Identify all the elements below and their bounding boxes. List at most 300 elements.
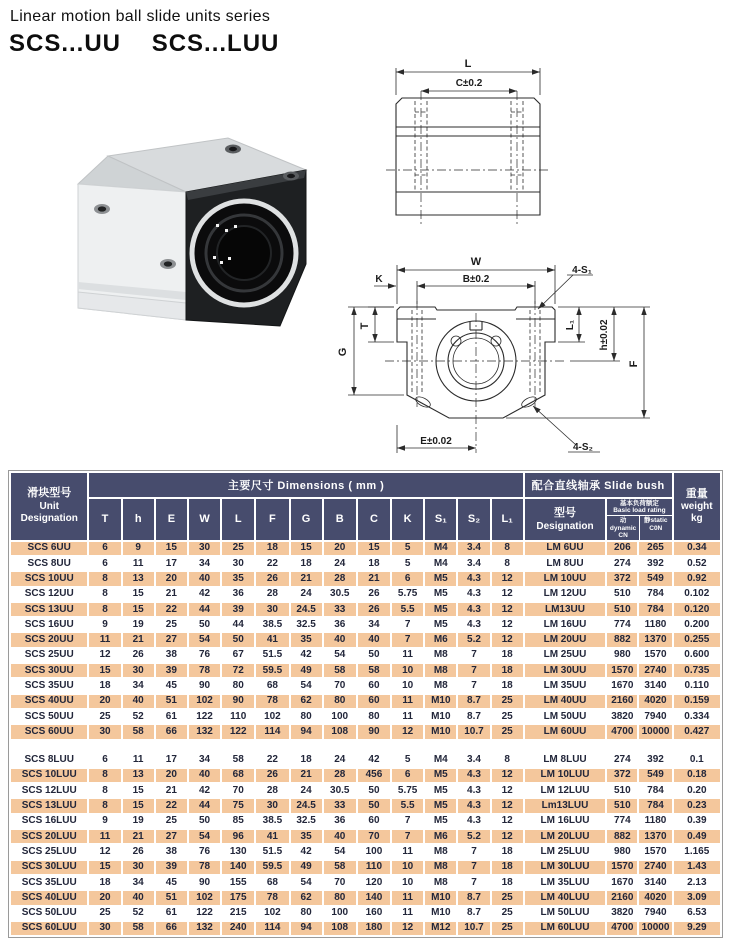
value-cell: 12 (492, 784, 523, 797)
value-cell: 61 (156, 710, 187, 723)
value-cell: 510 (607, 603, 637, 616)
value-cell: M10 (425, 710, 456, 723)
value-cell: 39 (156, 861, 187, 874)
value-cell: 38.5 (256, 618, 288, 631)
value-cell: 7 (392, 815, 423, 828)
value-cell: 7940 (639, 710, 671, 723)
value-cell: 40 (123, 891, 154, 904)
value-cell: 54 (189, 633, 220, 646)
value-cell: 13 (123, 769, 154, 782)
unit-cell: SCS 35UU (11, 679, 87, 692)
header-col-S1: S₁ (425, 499, 456, 540)
value-cell: 42 (189, 588, 220, 601)
table-row (11, 784, 720, 797)
value-cell: 12 (492, 769, 523, 782)
value-cell: M4 (425, 557, 456, 570)
header-load-dynamic: 动dynamic CN (609, 517, 637, 540)
value-cell: 25 (492, 725, 523, 738)
value-cell: 11 (89, 830, 120, 843)
value-cell: 1.43 (674, 861, 720, 874)
bush-cell: LM 60LUU (525, 922, 605, 935)
value-cell: 3820 (607, 907, 637, 920)
value-cell: 25 (492, 710, 523, 723)
value-cell: 21 (358, 572, 390, 585)
value-cell: 4.3 (458, 572, 489, 585)
value-cell: 58 (123, 922, 154, 935)
value-cell: 11 (123, 557, 154, 570)
value-cell: 68 (256, 679, 288, 692)
value-cell: 882 (607, 830, 637, 843)
value-cell: 30.5 (324, 784, 356, 797)
value-cell: 110 (222, 710, 254, 723)
value-cell: 24.5 (291, 603, 322, 616)
value-cell: 42 (291, 845, 322, 858)
value-cell: 96 (222, 830, 254, 843)
value-cell: 90 (358, 725, 390, 738)
header-bush-designation (525, 499, 605, 540)
value-cell: 13 (123, 572, 154, 585)
value-cell: 784 (639, 784, 671, 797)
value-cell: 5 (392, 754, 423, 767)
value-cell: 22 (156, 603, 187, 616)
dim-label-W: W (470, 256, 482, 268)
value-cell: 0.600 (674, 649, 720, 662)
value-cell: 50 (189, 815, 220, 828)
value-cell: 42 (189, 784, 220, 797)
value-cell: 80 (324, 891, 356, 904)
value-cell: 12 (492, 815, 523, 828)
value-cell: 11 (392, 891, 423, 904)
value-cell: 18 (492, 861, 523, 874)
product-photo (48, 96, 348, 351)
value-cell: 34 (123, 679, 154, 692)
value-cell: 12 (492, 633, 523, 646)
value-cell: 85 (222, 815, 254, 828)
value-cell: 54 (291, 876, 322, 889)
value-cell: 215 (222, 907, 254, 920)
value-cell: 12 (492, 603, 523, 616)
value-cell: 40 (324, 633, 356, 646)
value-cell: 58 (358, 664, 390, 677)
value-cell: 26 (358, 603, 390, 616)
bush-cell: LM 50LUU (525, 907, 605, 920)
value-cell: 94 (291, 922, 322, 935)
value-cell: 21 (123, 830, 154, 843)
value-cell: 30 (189, 542, 220, 555)
value-cell: 30 (123, 861, 154, 874)
header-col-W: W (189, 499, 220, 540)
value-cell: 72 (222, 664, 254, 677)
table-row (11, 815, 720, 828)
value-cell: 25 (492, 695, 523, 708)
value-cell: 15 (291, 542, 322, 555)
value-cell: 100 (324, 710, 356, 723)
value-cell: 12 (492, 588, 523, 601)
value-cell: 1.165 (674, 845, 720, 858)
bush-cell: LM 10UU (525, 572, 605, 585)
value-cell: 980 (607, 845, 637, 858)
value-cell: 8 (89, 784, 120, 797)
value-cell: 1670 (607, 679, 637, 692)
value-cell: 41 (256, 633, 288, 646)
value-cell: 5 (392, 557, 423, 570)
value-cell: 45 (156, 679, 187, 692)
value-cell: 52 (123, 710, 154, 723)
value-cell: 7 (458, 679, 489, 692)
value-cell: 3.4 (458, 557, 489, 570)
value-cell: 34 (189, 557, 220, 570)
table-body-uu (11, 542, 720, 739)
value-cell: 78 (189, 861, 220, 874)
value-cell: 9 (123, 542, 154, 555)
header-col-S2: S₂ (458, 499, 489, 540)
value-cell: 76 (189, 649, 220, 662)
dim-label-h: h±0.02 (599, 319, 610, 351)
unit-cell: SCS 60LUU (11, 922, 87, 935)
value-cell: 0.52 (674, 557, 720, 570)
value-cell: 0.18 (674, 769, 720, 782)
value-cell: 40 (123, 695, 154, 708)
value-cell: 7 (458, 664, 489, 677)
value-cell: 52 (123, 907, 154, 920)
dim-label-B: B±0.2 (462, 274, 490, 285)
value-cell: 39 (156, 664, 187, 677)
table-row (11, 618, 720, 631)
table-body-luu (11, 754, 720, 936)
value-cell: 0.34 (674, 542, 720, 555)
value-cell: 70 (324, 679, 356, 692)
value-cell: 22 (256, 557, 288, 570)
value-cell: 7 (392, 830, 423, 843)
value-cell: 15 (89, 861, 120, 874)
header-weight (674, 473, 720, 540)
value-cell: 35 (291, 633, 322, 646)
value-cell: 12 (492, 799, 523, 812)
value-cell: 36 (324, 815, 356, 828)
value-cell: 1670 (607, 876, 637, 889)
value-cell: 5 (392, 542, 423, 555)
value-cell: 25 (492, 907, 523, 920)
value-cell: 784 (639, 603, 671, 616)
unit-cell: SCS 8LUU (11, 754, 87, 767)
unit-cell: SCS 40LUU (11, 891, 87, 904)
value-cell: M8 (425, 664, 456, 677)
unit-cell: SCS 10LUU (11, 769, 87, 782)
value-cell: 34 (123, 876, 154, 889)
value-cell: 51 (156, 891, 187, 904)
value-cell: 38.5 (256, 815, 288, 828)
value-cell: 12 (89, 649, 120, 662)
value-cell: 78 (256, 891, 288, 904)
value-cell: 70 (324, 876, 356, 889)
value-cell: 155 (222, 876, 254, 889)
header-col-L: L (222, 499, 254, 540)
dim-label-S2: 4-S₂ (572, 442, 594, 453)
value-cell: 510 (607, 588, 637, 601)
header-weight-en: weight (680, 500, 713, 512)
header-load-static: 静static C0N (639, 516, 672, 539)
value-cell: 5.2 (458, 830, 489, 843)
value-cell: 59.5 (256, 861, 288, 874)
bush-cell: LM 16UU (525, 618, 605, 631)
value-cell: 68 (222, 769, 254, 782)
value-cell: 6 (89, 542, 120, 555)
value-cell: 12 (89, 845, 120, 858)
value-cell: 4.3 (458, 603, 489, 616)
value-cell: 90 (222, 695, 254, 708)
value-cell: 774 (607, 618, 637, 631)
table-row (11, 830, 720, 843)
value-cell: 61 (156, 907, 187, 920)
bush-cell: LM 25UU (525, 649, 605, 662)
value-cell: 19 (123, 618, 154, 631)
unit-cell: SCS 50UU (11, 710, 87, 723)
value-cell: 274 (607, 754, 637, 767)
value-cell: 122 (189, 907, 220, 920)
value-cell: 15 (156, 542, 187, 555)
value-cell: 5.5 (392, 799, 423, 812)
value-cell: 30 (89, 922, 120, 935)
value-cell: 34 (189, 754, 220, 767)
value-cell: 3.4 (458, 754, 489, 767)
value-cell: 66 (156, 922, 187, 935)
value-cell: 7 (458, 861, 489, 874)
unit-cell: SCS 13UU (11, 603, 87, 616)
unit-cell: SCS 35LUU (11, 876, 87, 889)
unit-cell: SCS 30UU (11, 664, 87, 677)
value-cell: 35 (291, 830, 322, 843)
value-cell: 510 (607, 784, 637, 797)
value-cell: 58 (123, 725, 154, 738)
dim-label-G: G (337, 347, 349, 357)
value-cell: 8 (492, 542, 523, 555)
value-cell: 30 (222, 557, 254, 570)
value-cell: 22 (256, 754, 288, 767)
value-cell: 78 (189, 664, 220, 677)
value-cell: 7 (458, 845, 489, 858)
value-cell: 0.120 (674, 603, 720, 616)
value-cell: 44 (189, 799, 220, 812)
value-cell: 30 (256, 799, 288, 812)
table-row (11, 754, 720, 767)
value-cell: 25 (492, 922, 523, 935)
value-cell: 12 (392, 725, 423, 738)
value-cell: 50 (189, 618, 220, 631)
value-cell: 18 (256, 542, 288, 555)
value-cell: 108 (324, 725, 356, 738)
value-cell: 42 (358, 754, 390, 767)
value-cell: 75 (222, 799, 254, 812)
value-cell: 6 (392, 769, 423, 782)
value-cell: 882 (607, 633, 637, 646)
value-cell: 3.4 (458, 542, 489, 555)
header-load-rating-title (607, 499, 671, 516)
value-cell: 41 (256, 830, 288, 843)
value-cell: 36 (222, 588, 254, 601)
value-cell: 10000 (639, 922, 671, 935)
value-cell: 549 (639, 572, 671, 585)
header-col-K: K (392, 499, 423, 540)
header-col-G: G (291, 499, 322, 540)
header-bush-desig-zh: 型号 (554, 506, 576, 519)
value-cell: 100 (358, 845, 390, 858)
table-row (11, 557, 720, 570)
value-cell: M10 (425, 891, 456, 904)
value-cell: 4700 (607, 922, 637, 935)
value-cell: 11 (392, 695, 423, 708)
value-cell: 25 (89, 710, 120, 723)
value-cell: 44 (222, 618, 254, 631)
value-cell: 21 (123, 633, 154, 646)
value-cell: 102 (189, 695, 220, 708)
value-cell: 44 (189, 603, 220, 616)
value-cell: 32.5 (291, 815, 322, 828)
value-cell: 62 (291, 695, 322, 708)
value-cell: 11 (89, 633, 120, 646)
unit-cell: SCS 30LUU (11, 861, 87, 874)
value-cell: 18 (492, 664, 523, 677)
value-cell: 175 (222, 891, 254, 904)
value-cell: 2.13 (674, 876, 720, 889)
front-view-drawing (337, 256, 650, 453)
value-cell: 11 (392, 649, 423, 662)
value-cell: 40 (189, 572, 220, 585)
value-cell: M8 (425, 861, 456, 874)
table-row (11, 799, 720, 812)
unit-cell: SCS 6UU (11, 542, 87, 555)
value-cell: 6 (392, 572, 423, 585)
value-cell: 8 (89, 603, 120, 616)
value-cell: 11 (392, 710, 423, 723)
value-cell: 8 (89, 799, 120, 812)
table-row (11, 542, 720, 555)
value-cell: 2160 (607, 695, 637, 708)
value-cell: 54 (324, 649, 356, 662)
header-col-C: C (358, 499, 390, 540)
value-cell: 784 (639, 799, 671, 812)
value-cell: 100 (324, 907, 356, 920)
value-cell: 18 (291, 754, 322, 767)
value-cell: 30 (123, 664, 154, 677)
bush-cell: LM 35LUU (525, 876, 605, 889)
value-cell: 11 (392, 845, 423, 858)
value-cell: M12 (425, 922, 456, 935)
unit-cell: SCS 25LUU (11, 845, 87, 858)
value-cell: 51 (156, 695, 187, 708)
table-row (11, 572, 720, 585)
value-cell: 25 (89, 907, 120, 920)
header-slide-bush-group: 配合直线轴承 Slide bush (525, 473, 672, 497)
value-cell: 33 (324, 799, 356, 812)
header-weight-unit: kg (690, 512, 703, 524)
value-cell: 4.3 (458, 588, 489, 601)
value-cell: 15 (123, 603, 154, 616)
value-cell: 51.5 (256, 649, 288, 662)
value-cell: 392 (639, 754, 671, 767)
technical-drawings (330, 55, 725, 467)
value-cell: 10 (392, 876, 423, 889)
bush-cell: LM 25LUU (525, 845, 605, 858)
value-cell: 30 (89, 725, 120, 738)
value-cell: 21 (291, 572, 322, 585)
value-cell: 7 (392, 633, 423, 646)
value-cell: 206 (607, 542, 637, 555)
side-view-drawing (386, 58, 550, 225)
value-cell: 22 (156, 799, 187, 812)
value-cell: 24 (324, 557, 356, 570)
series-designation-title: SCS...UU SCS...LUU (9, 30, 280, 57)
value-cell: 7 (458, 649, 489, 662)
page-title: Linear motion ball slide units series (10, 8, 271, 25)
value-cell: 70 (222, 784, 254, 797)
value-cell: 38 (156, 845, 187, 858)
value-cell: 7 (458, 876, 489, 889)
value-cell: 102 (189, 891, 220, 904)
value-cell: 0.255 (674, 633, 720, 646)
value-cell: 12 (492, 618, 523, 631)
value-cell: 18 (89, 679, 120, 692)
value-cell: 26 (256, 572, 288, 585)
value-cell: 7 (392, 618, 423, 631)
value-cell: 27 (156, 830, 187, 843)
value-cell: 1570 (607, 861, 637, 874)
unit-cell: SCS 16LUU (11, 815, 87, 828)
value-cell: M5 (425, 588, 456, 601)
value-cell: 122 (189, 710, 220, 723)
value-cell: 19 (123, 815, 154, 828)
value-cell: 28 (324, 572, 356, 585)
dim-label-C: C±0.2 (455, 78, 483, 89)
value-cell: 80 (358, 710, 390, 723)
dim-label-K: K (375, 274, 383, 285)
value-cell: 42 (291, 649, 322, 662)
value-cell: 774 (607, 815, 637, 828)
value-cell: 67 (222, 649, 254, 662)
table-row (11, 922, 720, 935)
value-cell: 18 (492, 876, 523, 889)
value-cell: 160 (358, 907, 390, 920)
unit-cell: SCS 50LUU (11, 907, 87, 920)
value-cell: 66 (156, 725, 187, 738)
value-cell: 2740 (639, 861, 671, 874)
value-cell: 1570 (639, 649, 671, 662)
bush-cell: Lm13LUU (525, 799, 605, 812)
value-cell: 274 (607, 557, 637, 570)
value-cell: 94 (291, 725, 322, 738)
value-cell: 0.92 (674, 572, 720, 585)
value-cell: 21 (156, 588, 187, 601)
table-row (11, 588, 720, 601)
value-cell: 70 (358, 830, 390, 843)
table-row (11, 845, 720, 858)
table-row (11, 861, 720, 874)
value-cell: 24 (324, 754, 356, 767)
unit-cell: SCS 12UU (11, 588, 87, 601)
value-cell: 372 (607, 572, 637, 585)
value-cell: 510 (607, 799, 637, 812)
bush-cell: LM 16LUU (525, 815, 605, 828)
value-cell: 21 (156, 784, 187, 797)
value-cell: 90 (189, 679, 220, 692)
value-cell: 17 (156, 754, 187, 767)
table-row (11, 876, 720, 889)
value-cell: M6 (425, 830, 456, 843)
value-cell: 0.200 (674, 618, 720, 631)
value-cell: 50 (222, 633, 254, 646)
value-cell: 32.5 (291, 618, 322, 631)
unit-cell: SCS 20LUU (11, 830, 87, 843)
table-row (11, 695, 720, 708)
